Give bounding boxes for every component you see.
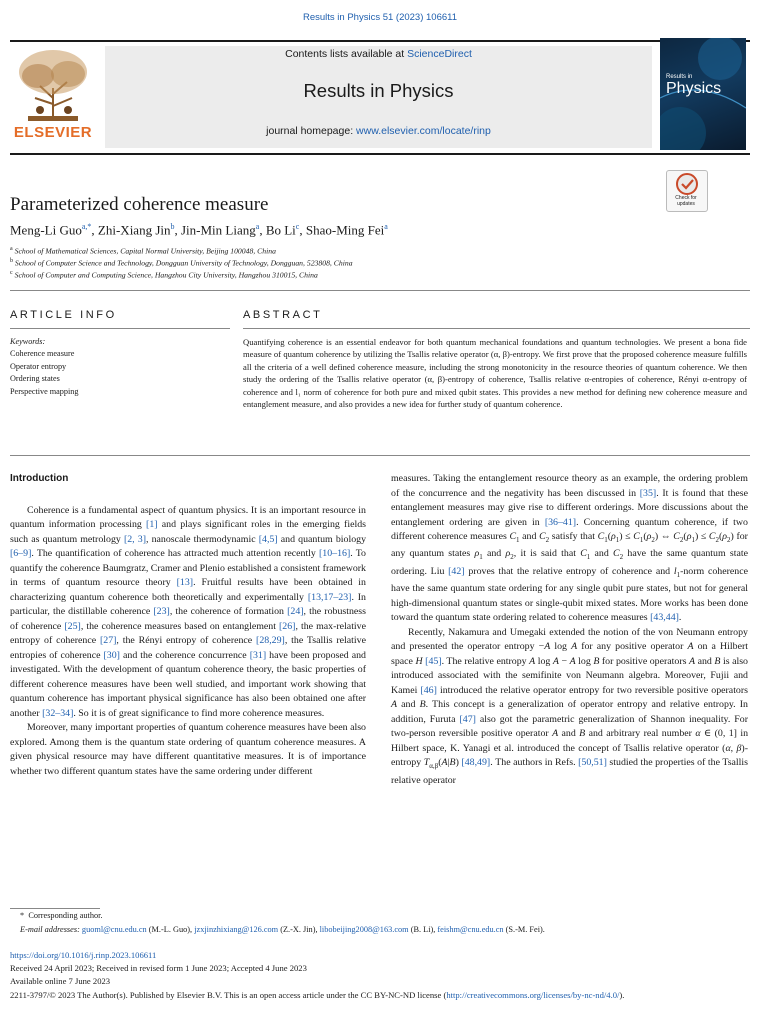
paragraph: Coherence is a fundamental aspect of quantum physics. It is an important resource in quantum information processing [1] and plays significant roles in the emerging fields such as quantum metrology [2, 3], nanoscale thermodynamic [4,5] and quantum biology [6–9]. The quantification of coherence has attracted much attention recently [10–16]. To quantify the coherence Baumgratz, Cramer and Plenio established a consistent framework in terms of quantum resource theory [13]. Fruitful results have been obtained in characterizing quantum coherence both theoretically and experimentally [13,17–23]. In particular, the distillable coherence [23], the coherence of formation [24], the robustness of coherence [25], the coherence measures based on entanglement [26], the max-relative entropy of coherence [27], the Rényi entropy of coherence [28,29], the Tsallis relative entropies of coherence [30] and the coherence concurrence [31] have been proposed and investigated. With the development of quantum coherence theory, the basic properties of different coherence measures have been well studied, and important work showing that quantum coherence has important physical significance has also been obtained one after another [32–34]. So it is of great significance to find more coherence measures.: [10, 504, 367, 719]
article-title: Parameterized coherence measure: [10, 194, 269, 215]
journal-reference[interactable]: Results in Physics 51 (2023) 106611: [302, 12, 458, 23]
body-left-column: [10, 472, 366, 779]
author-affil-mark[interactable]: a,*: [81, 222, 92, 231]
check-updates-icon: [667, 171, 707, 197]
corresponding-author-note: * Corresponding author.: [20, 911, 103, 920]
sciencedirect-link[interactable]: ScienceDirect: [407, 48, 472, 60]
email-addresses: E-mail addresses: guoml@cnu.edu.cn (M.-L. Guo), jzxjinzhixiang@126.com (Z.-X. Jin), libobeijing2008@163.com (B. Li), feishm@cnu.edu.cn (S.-M. Fei).: [20, 925, 545, 934]
cover-title-big: Physics: [666, 80, 722, 97]
keyword: Ordering states: [10, 374, 60, 384]
cover-title-small: Results in: [666, 74, 693, 80]
keywords-block: [10, 336, 78, 398]
homepage-link[interactable]: www.elsevier.com/locate/rinp: [356, 125, 491, 137]
paragraph: Recently, Nakamura and Umegaki extended the notion of the von Neumann entropy and presented the operator entropy −A log A for any positive operator A on a Hilbert space H [45]. The relative entropy A log A − A log B for positive operators A and B is also introduced associated with the semifinite von Neumann algebra. Moreover, Fujii and Kamei [46] introduced the relative operator entropy for two reversible positive operators A and B. This concept is a generalization of operator entropy and relative entropy. In addition, Furuta [47] also got the parametric generalization of Shannon inequality. For two-person reversible positive operator A and B and arbitrary real number α ∈ (0, 1] in Hilbert space, K. Yanagi et al. introduced the concept of Tsallis relative operator (α, β)-entropy $T_{\alpha,\beta}(A|B)$ [48,49]. The authors in Refs. [50,51] studied the properties of the Tsallis relative operator: [391, 626, 749, 786]
author-name[interactable]: Bo Li: [265, 222, 296, 238]
abstract-text: Quantifying coherence is an essential endeavor for both quantum mechanical foundations and quantum technologies. We present a bona fide measure of quantum coherence by utilizing the Tsallis relative operator (α, β)-entropy. We first prove that the proposed coherence measure fulfills all the criteria of a well defined coherence measure, including the strong monotonicity in the resource theories of quantum coherence. We then study the ordering of the Tsallis relative operator (α, β)-entropy of coherence, Tsallis relative α-entropies of coherence, Rényi α-entropy of coherence and l₁ norm of coherence for both pure and mixed qubit states. This provides a new method for defining new coherence measure and entanglement measure, and also provides a new idea for further study of quantum coherence.: [243, 337, 747, 410]
banner-top-rule: [10, 40, 750, 42]
keyword: Coherence measure: [10, 349, 75, 359]
affiliation-a: $^a$ School of Mathematical Sciences, Capital Normal University, Beijing 100048, China: [10, 246, 276, 256]
keyword: Perspective mapping: [10, 386, 79, 396]
journal-title: Results in Physics: [303, 80, 454, 101]
license-link[interactable]: http://creativecommons.org/licenses/by-nc-nd/4.0/: [446, 990, 620, 1000]
check-updates-label: Check for updates: [675, 195, 697, 207]
available-online-date: Available online 7 June 2023: [10, 976, 111, 986]
divider: [10, 290, 750, 291]
affiliation-b: $^b$ School of Computer Science and Technology, Dongguan University of Technology, Dongguan, 523808, China: [10, 258, 353, 268]
footnote-mark: *: [20, 911, 25, 920]
keyword: Operator entropy: [10, 361, 67, 371]
author-affil-mark[interactable]: c: [295, 222, 300, 231]
affiliation-c: $^c$ School of Computer and Computing Science, Hangzhou City University, Hangzhou 310015, China: [10, 270, 318, 280]
paragraph: Moreover, many important properties of quantum coherence measures have been also explored. Among them is the quantum state ordering of quantum coherence measures. A given physical resource may have different quantitative measures. It is of importance whether two different quantum states have the same ordering under different: [10, 722, 366, 777]
body-right-column: [391, 472, 748, 788]
section-heading: Introduction: [10, 473, 69, 484]
author-name[interactable]: Shao-Ming Fei: [305, 222, 385, 238]
author-affil-mark[interactable]: b: [170, 222, 175, 231]
footnote-rule: [10, 908, 100, 909]
keywords-label: Keywords:: [10, 337, 46, 346]
author-list: Meng-Li Guo$^{a,*}$, Zhi-Xiang Jin$^b$, Jin-Min Liang$^a$, Bo Li$^c$, Shao-Ming Fei$^a$: [10, 222, 388, 238]
license-statement: 2211-3797/© 2023 The Author(s). Published by Elsevier B.V. This is an open access article under the CC BY-NC-ND license (http://creativecommons.org/licenses/by-nc-nd/4.0/).: [10, 990, 625, 1000]
received-dates: Received 24 April 2023; Received in revised form 1 June 2023; Accepted 4 June 2023: [10, 963, 307, 973]
doi-link[interactable]: https://doi.org/10.1016/j.rinp.2023.106611: [10, 950, 157, 960]
homepage-line: [105, 125, 652, 137]
author-name[interactable]: Meng-Li Guo: [10, 222, 82, 238]
abstract-heading: ABSTRACT: [243, 309, 323, 321]
author-name[interactable]: Zhi-Xiang Jin: [97, 222, 171, 238]
paragraph: measures. Taking the entanglement resource theory as an example, the ordering problem of the concurrence and the negativity has been discussed in [35]. It is found that these entanglement measures may give rise to different orderings. More discussions about the entanglement ordering are given in [36–41]. Concerning quantum coherence, if two different coherence measures $C_1$ and $C_2$ satisfy that $C_1(\rho_1) \le C_1(\rho_2)$ ⇔ $C_2(\rho_1) \le C_2(\rho_2)$ for any quantum states $\rho_1$ and $\rho_2$, it is said that $C_1$ and $C_2$ have the same quantum state ordering. Liu [42] proves that the relative entropy of coherence and $l_1$-norm coherence have the same quantum state ordering for any single qubit pure states, but not for general high-dimensional quantum states or single-qubit mixed states. More works has been done toward the quantum state ordering related to coherence measures [43,44].: [391, 473, 748, 624]
banner-bottom-rule: [10, 153, 750, 155]
email-link[interactable]: guoml@cnu.edu.cn: [81, 925, 147, 934]
divider: [243, 328, 750, 329]
divider: [10, 455, 750, 456]
author-affil-mark[interactable]: a: [255, 222, 260, 231]
email-link[interactable]: jzxjinzhixiang@126.com: [194, 925, 279, 934]
author-name[interactable]: Jin-Min Liang: [181, 222, 256, 238]
article-info-heading: ARTICLE INFO: [10, 309, 117, 321]
email-link[interactable]: libobeijing2008@163.com: [319, 925, 409, 934]
elsevier-wordmark: ELSEVIER: [13, 124, 93, 141]
email-link[interactable]: feishm@cnu.edu.cn: [437, 925, 504, 934]
contents-line: [105, 48, 652, 60]
contents-prefix: Contents lists available at: [285, 48, 408, 60]
email-label: E-mail addresses:: [20, 925, 80, 934]
divider: [10, 328, 230, 329]
homepage-prefix: journal homepage:: [266, 125, 357, 137]
author-affil-mark[interactable]: a: [384, 222, 388, 231]
